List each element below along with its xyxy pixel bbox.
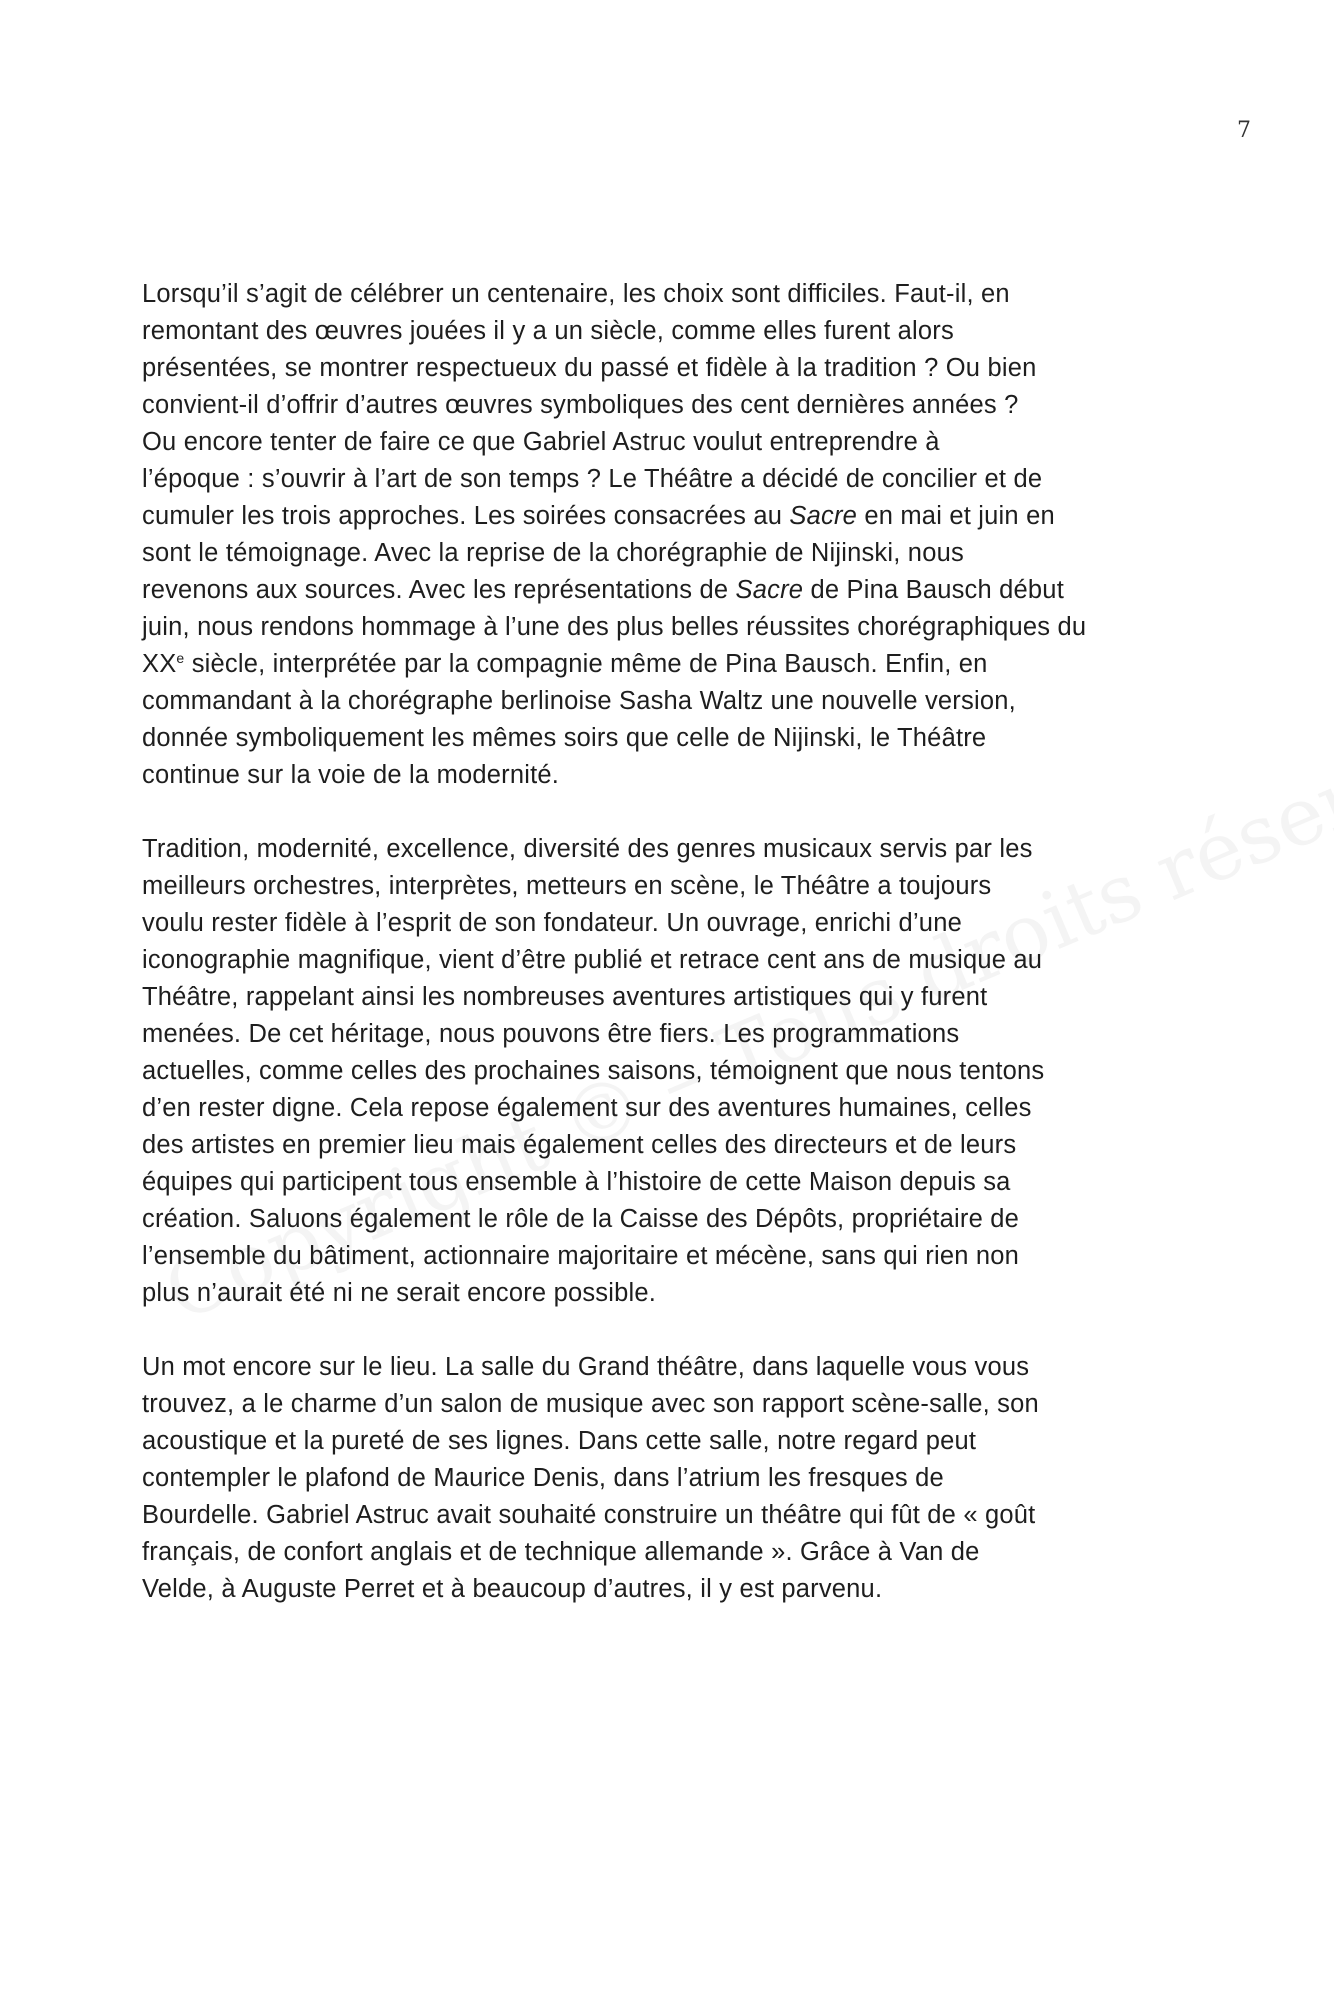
article-body xyxy=(142,276,1202,1645)
text-run: juin, nous rendons hommage à l’une des plus belles réussites chorégraphiques du xyxy=(142,613,1087,641)
text-run: Bourdelle. Gabriel Astruc avait souhaité construire un théâtre qui fût de « goût xyxy=(142,1501,1036,1529)
text-run: Théâtre, rappelant ainsi les nombreuses aventures artistiques qui y furent xyxy=(142,983,988,1011)
text-line xyxy=(142,1349,1202,1386)
text-line xyxy=(142,572,1202,609)
text-run: Velde, à Auguste Perret et à beaucoup d’autres, il y est parvenu. xyxy=(142,1575,883,1603)
superscript: e xyxy=(176,650,185,666)
italic-title: Sacre xyxy=(735,576,804,604)
text-line xyxy=(142,387,1202,424)
text-run: français, de confort anglais et de technique allemande ». Grâce à Van de xyxy=(142,1538,980,1566)
text-line xyxy=(142,424,1202,461)
text-run: sont le témoignage. Avec la reprise de la chorégraphie de Nijinski, nous xyxy=(142,539,964,567)
text-line xyxy=(142,1497,1202,1534)
text-line xyxy=(142,609,1202,646)
text-run: remontant des œuvres jouées il y a un siècle, comme elles furent alors xyxy=(142,317,954,345)
text-run: Un mot encore sur le lieu. La salle du Grand théâtre, dans laquelle vous vous xyxy=(142,1353,1030,1381)
text-run: contempler le plafond de Maurice Denis, dans l’atrium les fresques de xyxy=(142,1464,944,1492)
text-run: cumuler les trois approches. Les soirées consacrées au xyxy=(142,502,790,530)
text-line xyxy=(142,535,1202,572)
text-line xyxy=(142,979,1202,1016)
text-run: Ou encore tenter de faire ce que Gabriel Astruc voulut entreprendre à xyxy=(142,428,940,456)
paragraph xyxy=(142,276,1202,794)
text-run: équipes qui participent tous ensemble à l’histoire de cette Maison depuis sa xyxy=(142,1168,1011,1196)
text-run: en mai et juin en xyxy=(857,502,1055,530)
italic-title: Sacre xyxy=(789,502,858,530)
text-run: l’ensemble du bâtiment, actionnaire majoritaire et mécène, sans qui rien non xyxy=(142,1242,1020,1270)
text-run: revenons aux sources. Avec les représentations de xyxy=(142,576,736,604)
text-run: création. Saluons également le rôle de la Caisse des Dépôts, propriétaire de xyxy=(142,1205,1020,1233)
text-line xyxy=(142,1090,1202,1127)
text-run: siècle, interprétée par la compagnie même de Pina Bausch. Enfin, en xyxy=(184,650,988,678)
page-number: 7 xyxy=(1237,118,1251,143)
text-run: présentées, se montrer respectueux du passé et fidèle à la tradition ? Ou bien xyxy=(142,354,1037,382)
text-run: iconographie magnifique, vient d’être publié et retrace cent ans de musique au xyxy=(142,946,1043,974)
text-run: meilleurs orchestres, interprètes, metteurs en scène, le Théâtre a toujours xyxy=(142,872,992,900)
text-run: acoustique et la pureté de ses lignes. Dans cette salle, notre regard peut xyxy=(142,1427,977,1455)
text-line xyxy=(142,1201,1202,1238)
text-line xyxy=(142,350,1202,387)
text-line xyxy=(142,646,1202,683)
text-run: commandant à la chorégraphe berlinoise Sasha Waltz une nouvelle version, xyxy=(142,687,1016,715)
text-run: convient-il d’offrir d’autres œuvres symboliques des cent dernières années ? xyxy=(142,391,1019,419)
text-line xyxy=(142,1053,1202,1090)
text-run: de Pina Bausch début xyxy=(803,576,1064,604)
text-run: Lorsqu’il s’agit de célébrer un centenaire, les choix sont difficiles. Faut-il, en xyxy=(142,280,1010,308)
text-line xyxy=(142,905,1202,942)
text-line xyxy=(142,498,1202,535)
text-run: l’époque : s’ouvrir à l’art de son temps ? Le Théâtre a décidé de concilier et de xyxy=(142,465,1043,493)
text-line xyxy=(142,1127,1202,1164)
text-line xyxy=(142,1386,1202,1423)
paragraph xyxy=(142,831,1202,1312)
text-line xyxy=(142,1275,1202,1312)
text-line xyxy=(142,1423,1202,1460)
text-line xyxy=(142,1238,1202,1275)
text-line xyxy=(142,868,1202,905)
text-run: donnée symboliquement les mêmes soirs que celle de Nijinski, le Théâtre xyxy=(142,724,987,752)
text-run: des artistes en premier lieu mais également celles des directeurs et de leurs xyxy=(142,1131,1017,1159)
text-line xyxy=(142,1534,1202,1571)
text-line xyxy=(142,683,1202,720)
text-line xyxy=(142,1460,1202,1497)
text-run: trouvez, a le charme d’un salon de musique avec son rapport scène-salle, son xyxy=(142,1390,1039,1418)
text-line xyxy=(142,276,1202,313)
text-line xyxy=(142,942,1202,979)
text-line xyxy=(142,1016,1202,1053)
text-line xyxy=(142,831,1202,868)
text-run: actuelles, comme celles des prochaines saisons, témoignent que nous tentons xyxy=(142,1057,1045,1085)
text-line xyxy=(142,757,1202,794)
paragraph xyxy=(142,1349,1202,1608)
text-line xyxy=(142,720,1202,757)
text-run: d’en rester digne. Cela repose également sur des aventures humaines, celles xyxy=(142,1094,1032,1122)
text-run: Tradition, modernité, excellence, diversité des genres musicaux servis par les xyxy=(142,835,1033,863)
text-run: XX xyxy=(142,650,177,678)
text-run: voulu rester fidèle à l’esprit de son fondateur. Un ouvrage, enrichi d’une xyxy=(142,909,962,937)
text-line xyxy=(142,313,1202,350)
text-run: plus n’aurait été ni ne serait encore possible. xyxy=(142,1279,657,1307)
text-run: menées. De cet héritage, nous pouvons être fiers. Les programmations xyxy=(142,1020,960,1048)
text-line xyxy=(142,1164,1202,1201)
text-run: continue sur la voie de la modernité. xyxy=(142,761,560,789)
text-line xyxy=(142,1571,1202,1608)
text-line xyxy=(142,461,1202,498)
